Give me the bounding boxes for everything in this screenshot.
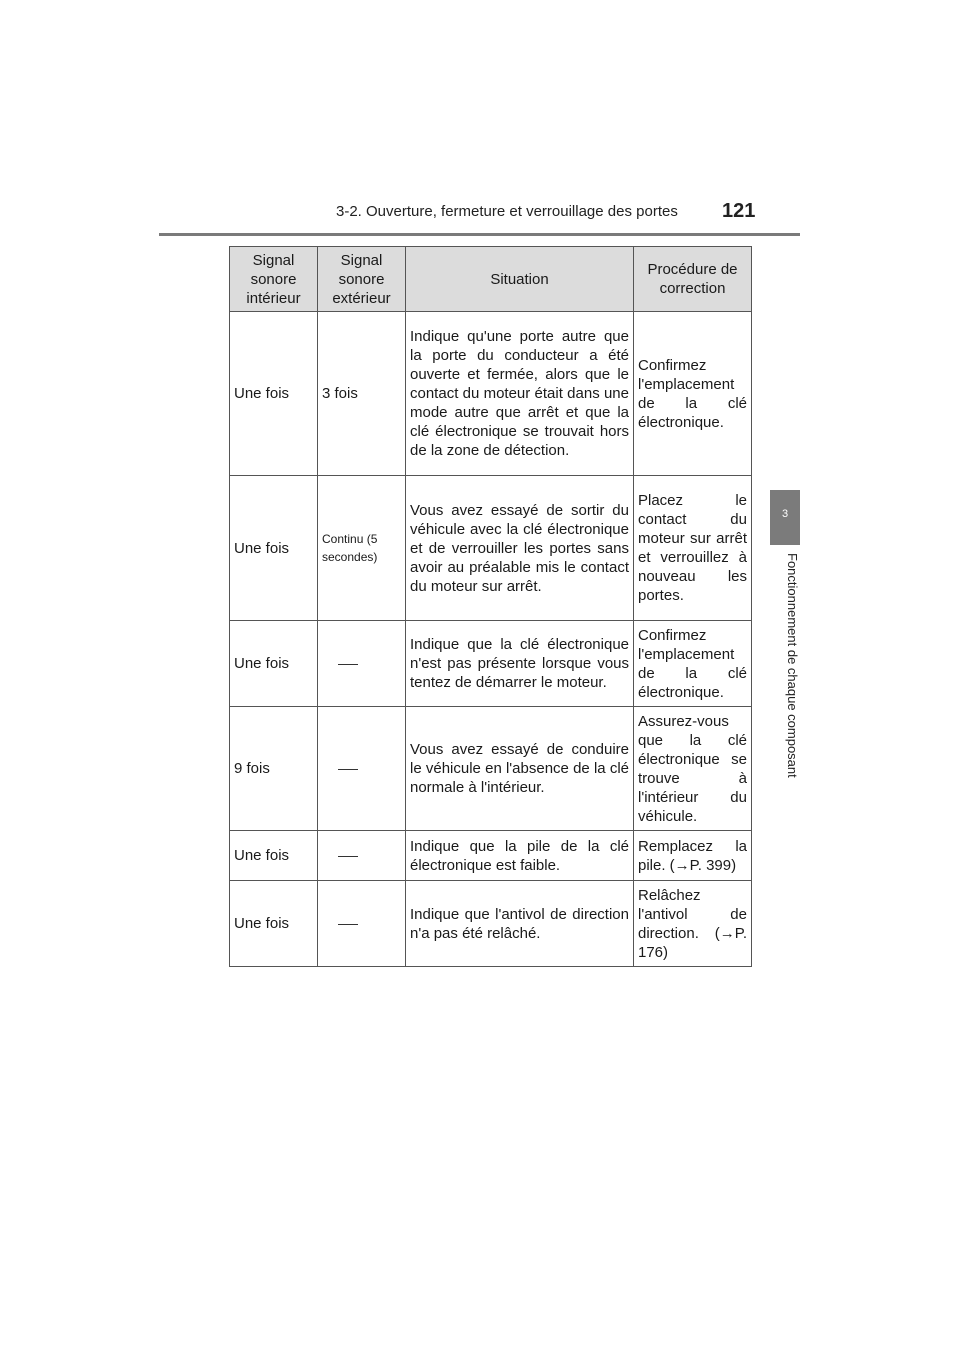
- page-number: 121: [722, 200, 756, 222]
- header-divider: [159, 233, 800, 236]
- table-row: [230, 831, 752, 881]
- cell-situation: Vous avez essayé de sortir du véhicule avec la clé électronique et de verrouiller les portes sans avoir au préalable mis le contact du moteur sur arrêt.: [406, 476, 634, 621]
- cell-interior: Une fois: [230, 831, 318, 881]
- dash-icon: [338, 856, 358, 857]
- section-title: 3-2. Ouverture, fermeture et verrouillage des portes: [336, 203, 678, 220]
- col-header-exterior: Signal sonore extérieur: [318, 247, 406, 312]
- cell-correction: Assurez-vous que la clé électronique se trouve à l'intérieur du véhicule.: [634, 707, 752, 831]
- cell-situation: Indique que l'antivol de direction n'a pas été relâché.: [406, 881, 634, 967]
- cell-interior: Une fois: [230, 621, 318, 707]
- cell-interior: Une fois: [230, 881, 318, 967]
- cell-situation: Indique que la clé électronique n'est pas présente lorsque vous tentez de démarrer le moteur.: [406, 621, 634, 707]
- table-header-row: [230, 247, 752, 312]
- cell-correction: Remplacez la pile. (→P. 399): [634, 831, 752, 881]
- col-header-interior: Signal sonore intérieur: [230, 247, 318, 312]
- cell-exterior: 3 fois: [318, 312, 406, 476]
- table-row: [230, 476, 752, 621]
- chapter-label: Fonctionnement de chaque composant: [785, 553, 800, 778]
- table-row: [230, 312, 752, 476]
- dash-icon: [338, 769, 358, 770]
- dash-icon: [338, 664, 358, 665]
- chapter-tab: [770, 490, 800, 545]
- cell-interior: Une fois: [230, 476, 318, 621]
- cell-exterior-none: [318, 831, 406, 881]
- cell-interior: Une fois: [230, 312, 318, 476]
- table-row: [230, 881, 752, 967]
- dash-icon: [338, 924, 358, 925]
- cell-situation: Vous avez essayé de conduire le véhicule en l'absence de la clé normale à l'intérieur.: [406, 707, 634, 831]
- table-row: [230, 707, 752, 831]
- col-header-correction: Procédure de correction: [634, 247, 752, 312]
- cell-interior: 9 fois: [230, 707, 318, 831]
- col-header-situation: Situation: [406, 247, 634, 312]
- cell-correction: Confirmez l'emplacement de la clé électronique.: [634, 312, 752, 476]
- cell-correction: Placez le contact du moteur sur arrêt et verrouillez à nouveau les portes.: [634, 476, 752, 621]
- buzzer-table: [229, 246, 752, 967]
- cell-correction: Relâchez l'antivol de direction. (→P. 176): [634, 881, 752, 967]
- cell-situation: Indique qu'une porte autre que la porte du conducteur a été ouverte et fermée, alors que le contact du moteur était dans une mode autre que arrêt et que la clé électronique se trouvait hors de la zone de détection.: [406, 312, 634, 476]
- cell-exterior-none: [318, 707, 406, 831]
- chapter-number: 3: [781, 508, 789, 520]
- table-row: [230, 621, 752, 707]
- cell-situation: Indique que la pile de la clé électronique est faible.: [406, 831, 634, 881]
- cell-exterior-none: [318, 621, 406, 707]
- cell-exterior-none: [318, 881, 406, 967]
- cell-exterior: Continu (5 secondes): [318, 476, 406, 621]
- cell-correction: Confirmez l'emplacement de la clé électronique.: [634, 621, 752, 707]
